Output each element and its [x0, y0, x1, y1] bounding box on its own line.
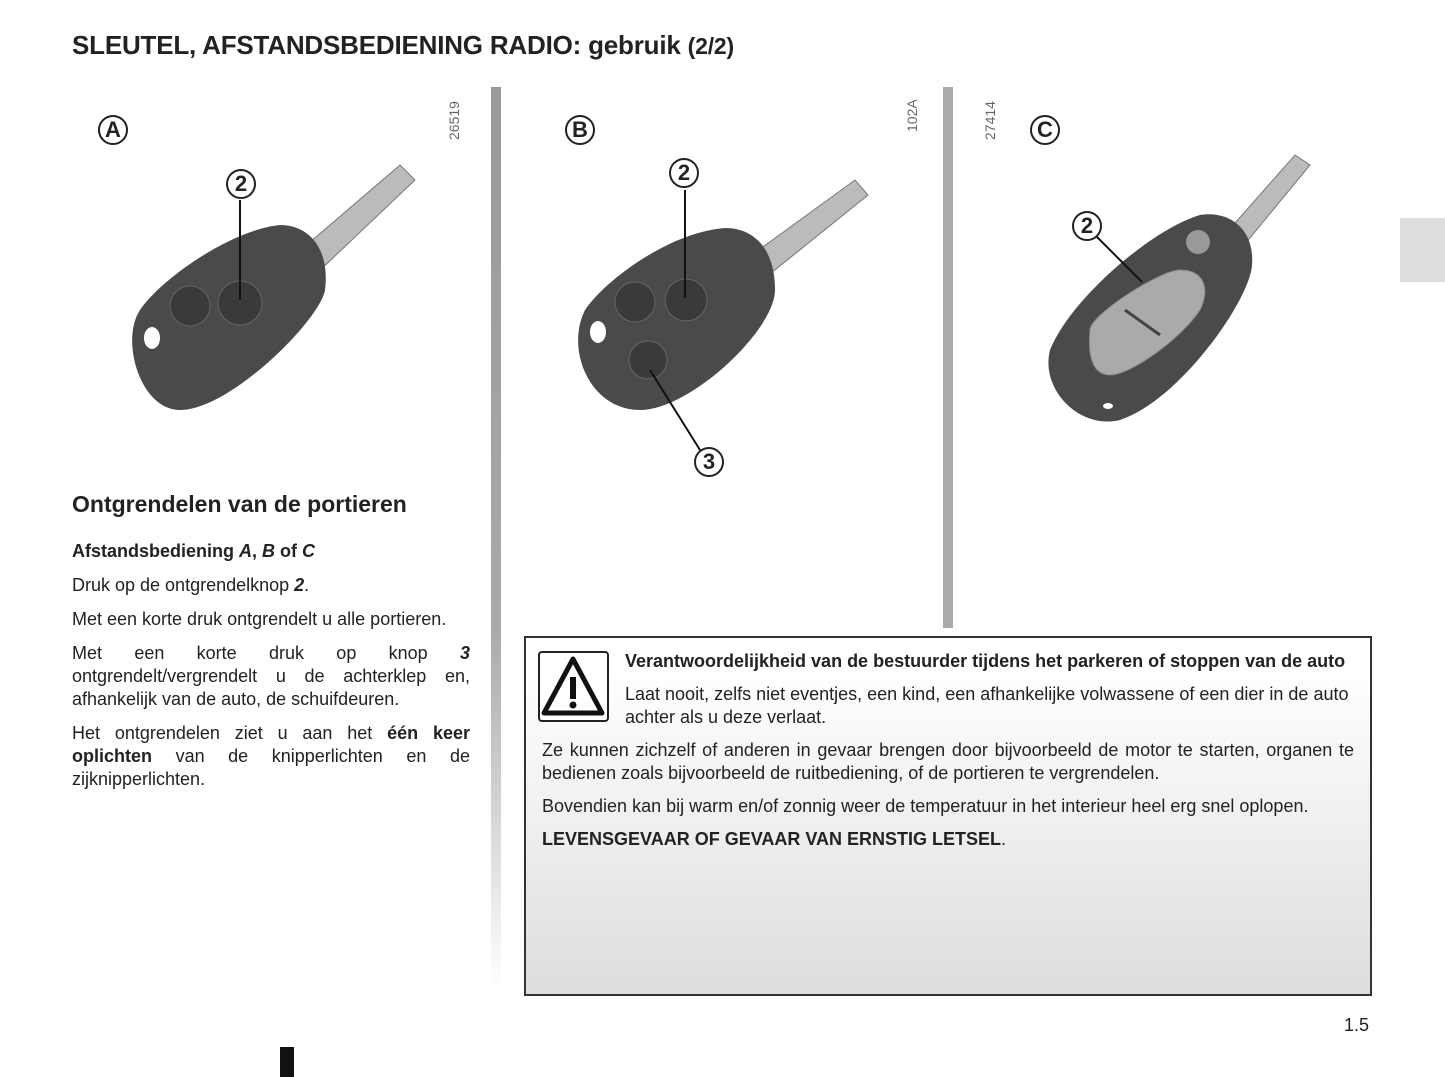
ref-c: C [302, 541, 316, 561]
text: . [304, 575, 310, 595]
ref-num: 2 [294, 575, 305, 595]
text: Met een korte druk op knop [72, 643, 460, 663]
ref-b: B [262, 541, 276, 561]
sep: , [252, 541, 263, 561]
text: . [1001, 829, 1007, 849]
text: van de knipperlichten en de zijknipperlichten. [72, 746, 470, 789]
column-divider [491, 87, 501, 990]
warning-text: Laat nooit, zelfs niet eventjes, een kind, een afhankelijke volwassene of een dier in de auto achter als u deze verlaat. [625, 684, 1349, 727]
subheading [72, 540, 470, 563]
section-heading: Ontgrendelen van de portieren [72, 491, 407, 517]
text: Druk op de ontgrendelknop [72, 575, 295, 595]
callout-3: 3 [694, 447, 724, 477]
key-fob-c-image [1030, 150, 1330, 440]
page-title [72, 30, 734, 61]
paragraph: Met een korte druk ontgrendelt u alle portieren. [72, 609, 447, 629]
chapter-tab [1400, 218, 1445, 282]
figure-code: 102A [904, 99, 920, 132]
callout-2: 2 [669, 158, 699, 188]
figure-code: 27414 [982, 101, 998, 140]
figure-code: 26519 [446, 101, 462, 140]
warning-box [524, 636, 1372, 996]
warning-heading: Verantwoordelijkheid van de bestuurder tijdens het parkeren of stoppen van de auto [625, 651, 1346, 671]
paragraph [72, 574, 470, 597]
paragraph [72, 642, 470, 711]
print-mark [280, 1047, 294, 1077]
figure-label-a: A [98, 115, 128, 145]
bold-text: één keer oplichten [72, 723, 471, 766]
ref-num: 3 [459, 643, 470, 663]
column-divider [943, 87, 953, 628]
callout-2: 2 [1072, 211, 1102, 241]
text: Het ontgrendelen ziet u aan het [72, 723, 388, 743]
page-number: 1.5 [1344, 1015, 1370, 1035]
warning-text: Bovendien kan bij warm en/of zonnig weer de temperatuur in het interieur heel erg snel oplopen. [542, 796, 1309, 816]
paragraph [72, 722, 470, 791]
sep-of: of [275, 541, 303, 561]
callout-2: 2 [226, 169, 256, 199]
warning-emphasis: LEVENSGEVAAR OF GEVAAR VAN ERNSTIG LETSEL [542, 829, 1002, 849]
section-body [72, 540, 470, 802]
title-suffix: (2/2) [687, 33, 734, 59]
figure-label-c: C [1030, 115, 1060, 145]
text: ontgrendelt/vergrendelt u de achterklep en, afhankelijk van de auto, de schuifdeuren. [72, 666, 470, 709]
key-fob-b-image [560, 160, 890, 460]
warning-text [542, 828, 1354, 851]
key-fob-a-image [110, 160, 440, 430]
subheading-text: Afstandsbediening [72, 541, 240, 561]
ref-a: A [239, 541, 253, 561]
title-text: SLEUTEL, AFSTANDSBEDIENING RADIO: gebruik [72, 30, 681, 60]
figure-label-b: B [565, 115, 595, 145]
warning-triangle-icon [538, 651, 609, 722]
warning-text: Ze kunnen zichzelf of anderen in gevaar brengen door bijvoorbeeld de motor te starten, organen te bedienen zoals bijvoorbeeld de ruitbediening, of de portieren te vergrendelen. [542, 740, 1354, 783]
